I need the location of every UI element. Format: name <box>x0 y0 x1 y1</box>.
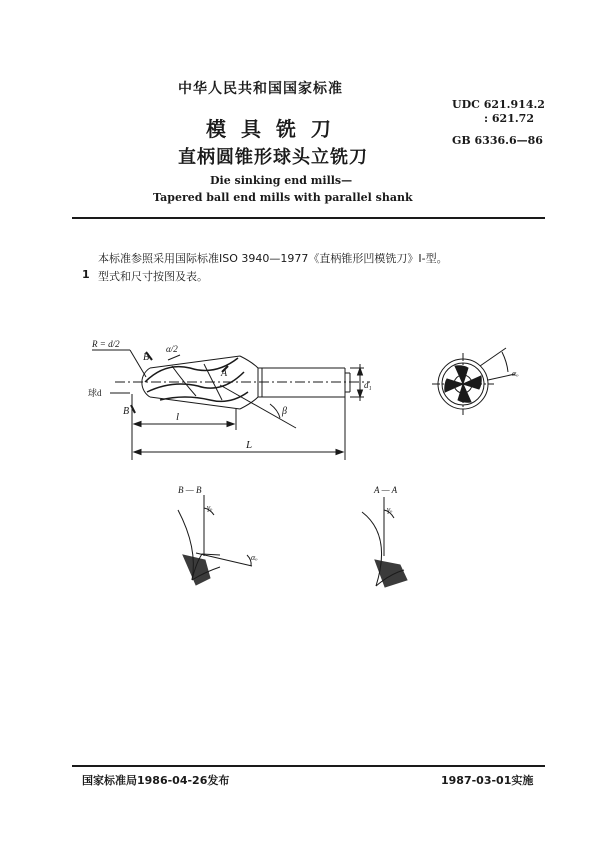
length-L-label: L <box>246 439 253 451</box>
english-title-line2: Tapered ball end mills with parallel shank <box>153 191 413 204</box>
end-view <box>432 348 515 415</box>
section-b-marker-upper: B <box>143 352 150 363</box>
english-title-line1: Die sinking end mills— <box>210 174 353 187</box>
beta-label: β <box>282 406 287 417</box>
page-subtitle: 直柄圆锥形球头立铣刀 <box>178 147 368 168</box>
gb-standard-code: GB 6336.6—86 <box>452 134 543 147</box>
section-a-gamma-label: γₒ <box>387 505 393 514</box>
section-a-view <box>362 497 407 587</box>
section-b-title: B — B <box>178 485 202 495</box>
length-l-label: l <box>176 411 180 423</box>
section-a-title: A — A <box>374 485 398 495</box>
end-view-alpha-label: αₒ <box>512 369 519 378</box>
item-number: 1 <box>82 268 90 281</box>
intro-paragraph: 本标准参照采用国际标准ISO 3940—1977《直柄锥形凹模铣刀》I-型。 <box>98 252 448 265</box>
issuing-org: 中华人民共和国国家标准 <box>178 81 343 97</box>
alpha-half-label: α/2 <box>166 344 178 354</box>
ball-diameter-label: 球d <box>88 388 102 398</box>
issue-date: 国家标准局1986-04-26发布 <box>82 774 230 787</box>
section-b-view <box>178 495 252 585</box>
section-b-gamma-label: γₒ <box>207 503 213 512</box>
page-title: 模 具 铣 刀 <box>206 117 335 141</box>
udc-code-line2: : 621.72 <box>484 112 534 125</box>
item-text: 型式和尺寸按图及表。 <box>98 270 208 283</box>
section-b-alpha-label: αₒ <box>251 553 258 562</box>
section-a-marker: A <box>221 368 228 379</box>
effective-date: 1987-03-01实施 <box>441 774 534 787</box>
alpha-half-leader <box>168 355 180 360</box>
shank-diameter-label: d₁ <box>364 380 372 390</box>
radius-label: R = d/2 <box>92 339 120 349</box>
footer-rule <box>72 765 545 767</box>
section-b-marker-lower: B <box>123 406 130 417</box>
udc-code-line1: UDC 621.914.2 <box>452 98 545 111</box>
